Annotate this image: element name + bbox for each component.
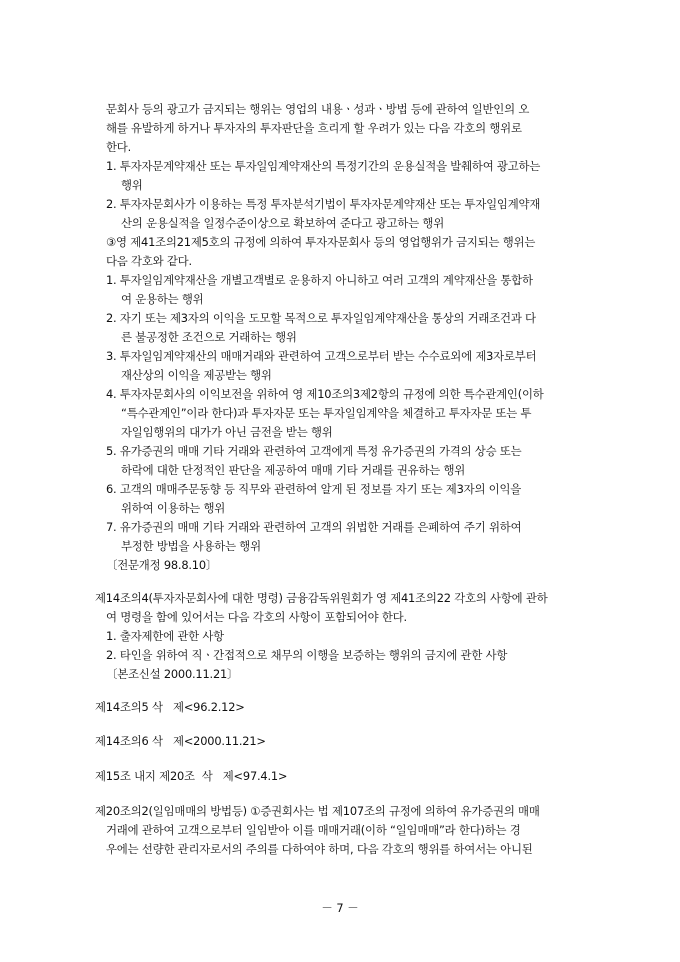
list-item: 5. 유가증권의 매매 기타 거래와 관련하여 고객에게 특정 유가증권의 가격의 상승 또는 xyxy=(106,444,522,458)
article-15-20-deleted: 제15조 내지 제20조 삭 제<97.4.1> xyxy=(95,769,288,783)
revision-note: 〔전문개정 98.8.10〕 xyxy=(106,558,218,572)
list-item-continuation: 행위 xyxy=(121,178,143,192)
page-number: － 7 － xyxy=(321,901,359,915)
list-item-continuation: 산의 운용실적을 일정수준이상으로 확보하여 준다고 광고하는 행위 xyxy=(121,216,445,230)
list-item: 2. 투자자문회사가 이용하는 특정 투자분석기법이 투자자문계약재산 또는 투자일임계약재 xyxy=(106,197,541,211)
list-item-continuation: “특수관계인”이라 한다)과 투자자문 또는 투자일임계약을 체결하고 투자자문 또는 투 xyxy=(121,406,532,420)
list-item: 3. 투자일임계약재산의 매매거래와 관련하여 고객으로부터 받는 수수료외에 제3자로부터 xyxy=(106,349,537,363)
list-item: 6. 고객의 매매주문동향 등 직무와 관련하여 알게 된 정보를 자기 또는 제3자의 이익을 xyxy=(106,482,522,496)
text-line: 다음 각호와 같다. xyxy=(106,254,192,268)
text-line: 우에는 선량한 관리자로서의 주의를 다하여야 하며, 다음 각호의 행위를 하여서는 아니된 xyxy=(106,842,533,856)
list-item-continuation: 여 운용하는 행위 xyxy=(121,292,204,306)
article-14-4-heading: 제14조의4(투자자문회사에 대한 명령) 금융감독위원회가 영 제41조의22 각호의 사항에 관하 xyxy=(95,591,548,605)
paragraph-3: ③영 제41조의21제5호의 규정에 의하여 투자자문회사 등의 영업행위가 금지되는 행위는 xyxy=(106,235,536,249)
list-item-continuation: 위하여 이용하는 행위 xyxy=(121,501,226,515)
list-item-continuation: 재산상의 이익을 제공받는 행위 xyxy=(121,368,272,382)
list-item: 7. 유가증권의 매매 기타 거래와 관련하여 고객의 위법한 거래를 은폐하여 주기 위하여 xyxy=(106,520,522,534)
text-line: 여 명령을 함에 있어서는 다음 각호의 사항이 포함되어야 한다. xyxy=(106,610,407,624)
list-item: 1. 투자일임계약재산을 개별고객별로 운용하지 아니하고 여러 고객의 계약재산을 통합하 xyxy=(106,273,533,287)
list-item: 2. 타인을 위하여 직ㆍ간접적으로 채무의 이행을 보증하는 행위의 금지에 관한 사항 xyxy=(106,648,508,662)
list-item: 2. 자기 또는 제3자의 이익을 도모할 목적으로 투자일임계약재산을 통상의 거래조건과 다 xyxy=(106,311,536,325)
list-item: 1. 출자제한에 관한 사항 xyxy=(106,629,224,643)
article-14-6-deleted: 제14조의6 삭 제<2000.11.21> xyxy=(95,734,266,748)
list-item-continuation: 른 불공정한 조건으로 거래하는 행위 xyxy=(121,330,297,344)
list-item-continuation: 자일임행위의 대가가 아닌 금전을 받는 행위 xyxy=(121,425,333,439)
list-item-continuation: 하락에 대한 단정적인 판단을 제공하여 매매 기타 거래를 권유하는 행위 xyxy=(121,463,466,477)
text-line: 거래에 관하여 고객으로부터 일임받아 이를 매매거래(이하 “일임매매”라 한다)하는 경 xyxy=(106,823,521,837)
text-line: 해를 유발하게 하거나 투자자의 투자판단을 흐리게 할 우려가 있는 다음 각호의 행위로 xyxy=(106,121,522,135)
article-14-5-deleted: 제14조의5 삭 제<96.2.12> xyxy=(95,700,245,714)
list-item-continuation: 부정한 방법을 사용하는 행위 xyxy=(121,539,261,553)
text-line: 한다. xyxy=(106,140,132,154)
list-item: 1. 투자자문계약재산 또는 투자일임계약재산의 특정기간의 운용실적을 발췌하여 광고하는 xyxy=(106,159,541,173)
list-item: 4. 투자자문회사의 이익보전을 위하여 영 제10조의3제2항의 규정에 의한 특수관계인(이하 xyxy=(106,387,544,401)
article-20-2-heading: 제20조의2(일임매매의 방법등) ①증권회사는 법 제107조의 규정에 의하여 유가증권의 매매 xyxy=(95,804,540,818)
text-line: 문회사 등의 광고가 금지되는 행위는 영업의 내용ㆍ성과ㆍ방법 등에 관하여 일반인의 오 xyxy=(106,102,530,116)
revision-note: 〔본조신설 2000.11.21〕 xyxy=(106,667,239,681)
